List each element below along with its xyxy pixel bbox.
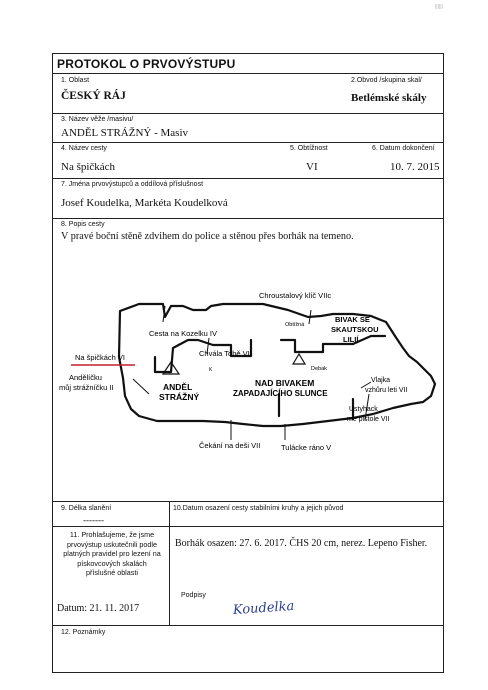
popis-label: 8. Popis cesty [61, 221, 105, 228]
label-bivak-1: BIVAK SE [335, 315, 370, 324]
delka-label: 9. Délka slanění [61, 505, 112, 512]
rule [53, 526, 443, 527]
label-tulacke: Tulácke ráno V [281, 443, 332, 452]
vez-value: ANDĚL STRÁŽNÝ - Masiv [61, 127, 188, 139]
rule [53, 501, 443, 502]
prohlaseni-text [56, 530, 168, 578]
rule [53, 142, 443, 143]
label-vlajka-2: vzhůru leti VII [365, 387, 408, 394]
label-cekani: Čekání na deši VII [199, 441, 261, 450]
rule [53, 625, 443, 626]
podpisy-label: Podpisy [181, 592, 206, 599]
label-vlajka-1: Vlajka [371, 377, 391, 384]
prohlaseni-line: prvovýstup uskutečnili podle [67, 539, 157, 549]
popis-value: V pravé boční stěně zdvihem do police a stěnou přes borhák na temeno. [61, 231, 354, 242]
prohlaseni-line: platných pravidel pro lezení na [63, 549, 161, 559]
poznamky-label: 12. Poznámky [61, 629, 106, 636]
form-title: PROTOKOL O PRVOVÝSTUPU [57, 57, 236, 71]
oblast-label: 1. Oblast [61, 77, 90, 84]
datum-podpisu: Datum: 21. 11. 2017 [57, 603, 140, 614]
osazeni-label: 10.Datum osazení cesty stabilními kruhy a jejich původ [173, 505, 344, 512]
bivak-triangle [293, 354, 305, 364]
rule [53, 218, 443, 219]
vez-label: 3. Název věže /masivu/ [61, 116, 134, 123]
datum-label: 6. Datum dokončení [372, 145, 435, 152]
label-na-spickach: Na špičkách VI [75, 353, 126, 362]
cesta-value: Na špičkách [61, 161, 116, 173]
route-line-andelicku [133, 379, 149, 394]
label-nad-1: NAD BIVAKEM [255, 378, 315, 388]
label-andelicku-1: Andělíčku [69, 373, 102, 382]
label-nad-2: ZAPADAJÍCÍHO SLUNCE [233, 389, 328, 398]
prohlaseni-line: 11. Prohlašujeme, že jsme [69, 530, 155, 539]
label-andel-1: ANDĚL [163, 382, 193, 392]
label-debak: Debak [311, 366, 327, 372]
label-andel-2: STRÁŽNÝ [159, 392, 200, 402]
jmena-value: Josef Koudelka, Markéta Koudelková [61, 197, 228, 209]
borhak-value: Borhák osazen: 27. 6. 2017. ČHS 20 cm, nerez. Lepeno Fisher. [175, 538, 428, 549]
label-kh: K [209, 367, 213, 373]
oblast-value: ČESKÝ RÁJ [61, 90, 126, 102]
label-ustyhack-2: me pistole VII [347, 416, 390, 423]
rock-inner-line [155, 340, 198, 372]
route-sketch [53, 244, 443, 499]
obtiznost-label: 5. Obtížnost [290, 145, 328, 152]
jmena-label: 7. Jména prvovýstupců a oddílová příslušnost [61, 181, 204, 188]
label-cesta-kozelku: Cesta na Kozelku IV [149, 329, 217, 338]
rock-outline [119, 304, 435, 426]
label-bivak-3: LILIÍ [343, 335, 359, 344]
label-chroustalovy: Chroustalový klíč VIIc [259, 291, 332, 300]
obtiznost-value: VI [306, 161, 318, 173]
prohlaseni-line: příslušné oblasti [86, 568, 138, 578]
label-andelicku-2: můj strážníčku II [59, 383, 114, 392]
delka-value: ------- [83, 515, 104, 525]
obvod-value: Betlémské skály [351, 92, 427, 104]
protocol-form [52, 53, 444, 673]
label-chvala-tobe: Chvála Tobě VII [199, 349, 252, 358]
divider [169, 501, 170, 625]
datum-value: 10. 7. 2015 [390, 161, 440, 173]
rule [53, 178, 443, 179]
prohlaseni-line: pískovcových skalách [77, 558, 147, 568]
cesta-label: 4. Název cesty [61, 145, 107, 152]
corner-marks: |||||| [435, 4, 443, 10]
label-obtizna: Obtížná [285, 322, 305, 328]
rule [53, 113, 443, 114]
label-ustyhack-1: Ustyhack [349, 406, 378, 413]
signature: Koudelka [232, 598, 295, 619]
obvod-label: 2.Obvod /skupina skal/ [351, 77, 422, 84]
label-bivak-2: SKAUTSKOU [331, 325, 379, 334]
rule [53, 73, 443, 74]
